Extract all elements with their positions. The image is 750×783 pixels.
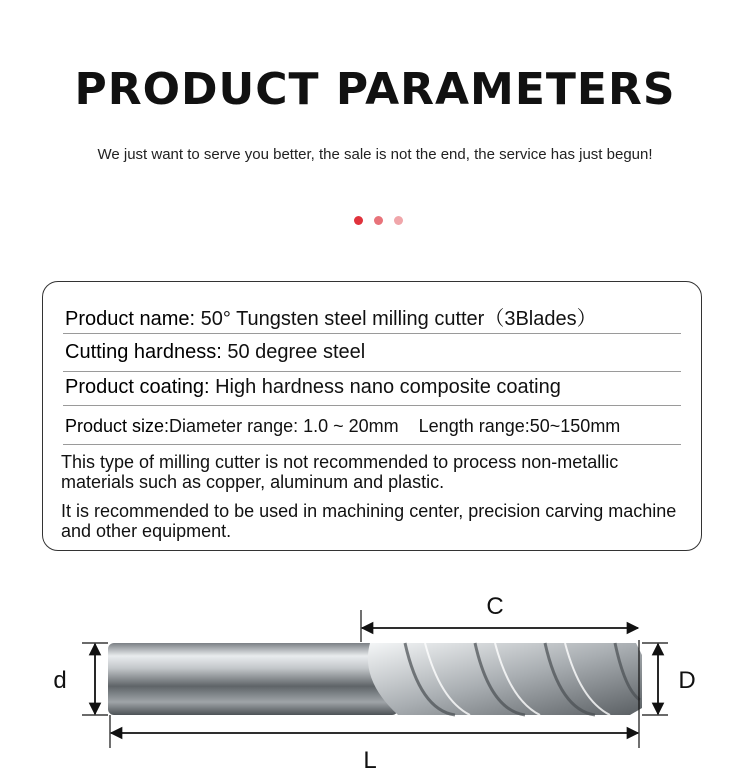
product-coating-label: Product coating:	[65, 376, 210, 398]
end-mill-dimension-diagram	[0, 580, 750, 780]
spec-row-cutting-hardness	[65, 341, 681, 364]
spec-row-product-size	[65, 416, 681, 437]
divider	[63, 333, 681, 334]
divider	[63, 405, 681, 406]
dot-2	[374, 216, 383, 225]
cutting-hardness-value: 50 degree steel	[221, 341, 366, 363]
tool-shank	[108, 643, 398, 715]
product-size-label: Product size:	[65, 416, 170, 436]
dimension-D-label: D	[678, 667, 696, 694]
product-name-label: Product name:	[65, 308, 196, 330]
spec-card	[42, 281, 702, 551]
usage-note-2: It is recommended to be used in machining center, precision carving machine and other equipment.	[61, 501, 677, 541]
product-name-value: 50° Tungsten steel milling cutter（3Blades）	[195, 308, 597, 330]
dimension-C-label: C	[486, 593, 504, 620]
dimension-L-label: L	[363, 747, 377, 774]
dot-3	[394, 216, 403, 225]
divider	[63, 371, 681, 372]
page-subtitle: We just want to serve you better, the sale is not the end, the service has just begun!	[97, 146, 653, 163]
product-size-value: Diameter range: 1.0 ~ 20mm Length range:50~150mm	[169, 416, 621, 436]
usage-note-1: This type of milling cutter is not recommended to process non-metallic materials such as copper, aluminum and plastic.	[61, 452, 619, 492]
spec-row-product-name	[65, 302, 681, 331]
dot-1	[354, 216, 363, 225]
divider	[63, 444, 681, 445]
decorative-dots	[354, 216, 403, 225]
spec-row-product-coating	[65, 376, 681, 399]
dimension-d-label: d	[53, 667, 67, 694]
cutting-hardness-label: Cutting hardness:	[65, 341, 222, 363]
page-title: PRODUCT PARAMETERS	[74, 64, 676, 115]
product-coating-value: High hardness nano composite coating	[209, 376, 561, 398]
